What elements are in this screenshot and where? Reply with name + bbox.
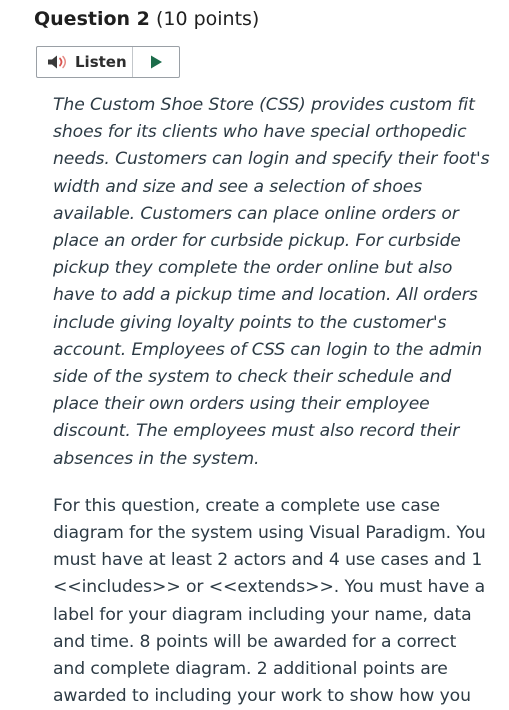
speaker-icon xyxy=(47,54,69,70)
question-header xyxy=(34,8,259,30)
listen-widget xyxy=(36,46,180,78)
question-title: Question 2 xyxy=(34,8,150,30)
instructions-paragraph: For this question, create a complete use case diagram for the system using Visual Paradigm. You must have at least 2 actors and 4 use cases and 1 <<includes>> or <<extends>>. You must have a label for your diagram including your name, data and time. 8 points will be awarded for a correct and complete diagram. 2 additional points are awarded to including your work to show how you xyxy=(53,495,486,707)
scenario-paragraph: The Custom Shoe Store (CSS) provides custom fit shoes for its clients who have special orthopedic needs. Customers can login and specify their foot's width and size and see a selection of shoes available. Customers can place online orders or place an order for curbside pickup. For curbside pickup they complete the order online but also have to add a pickup time and location. All orders include giving loyalty points to the customer's account. Employees of CSS can login to the admin side of the system to check their schedule and place their own orders using their employee discount. The employees must also record their absences in the system. xyxy=(53,95,490,469)
play-icon xyxy=(149,54,163,70)
question-points: (10 points) xyxy=(155,8,260,30)
play-button[interactable] xyxy=(133,47,179,77)
listen-label: Listen xyxy=(75,53,127,71)
question-body xyxy=(53,92,493,710)
listen-button[interactable] xyxy=(37,47,133,77)
